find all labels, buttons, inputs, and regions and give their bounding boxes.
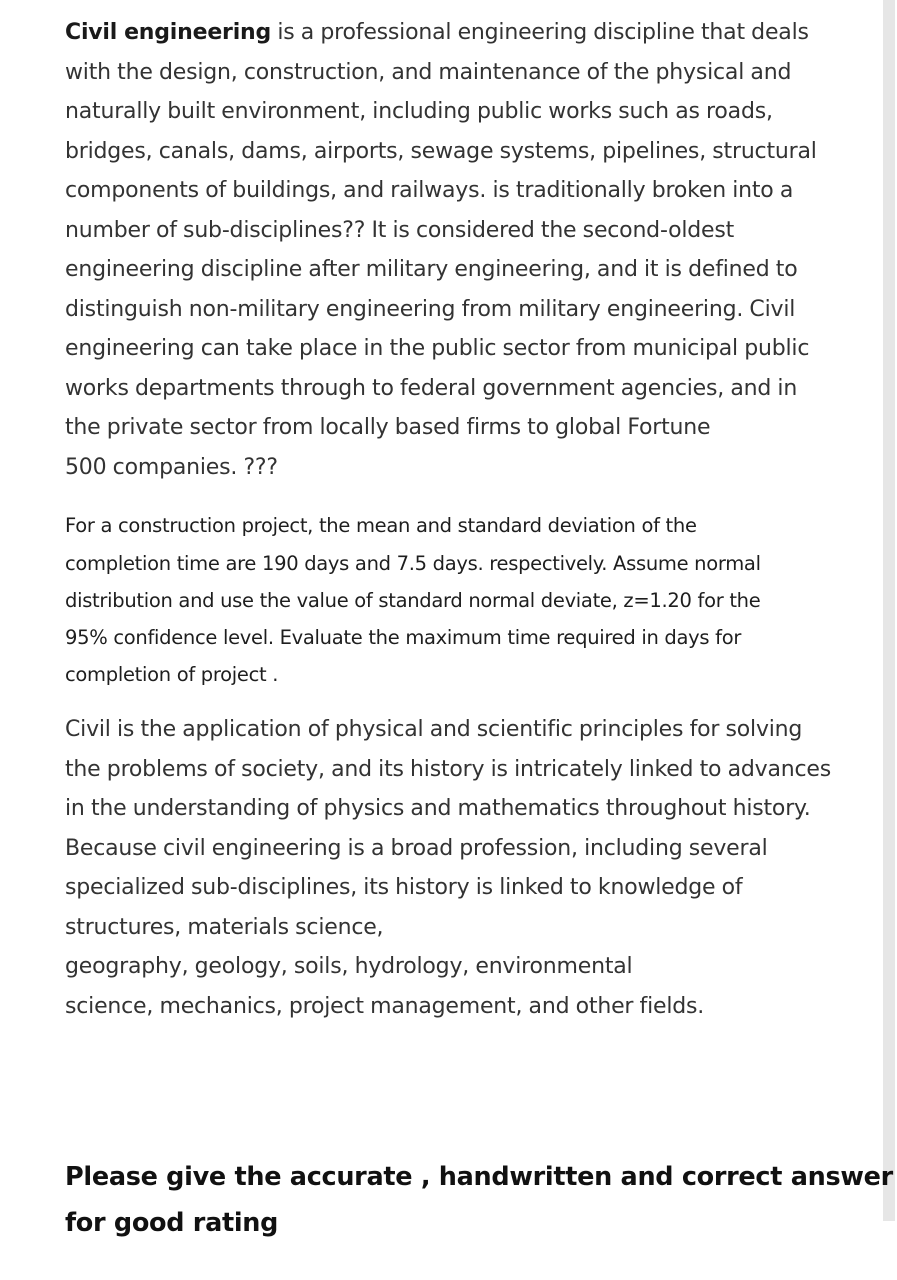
history-line-3: in the understanding of physics and mathematics throughout history. [65,796,811,821]
history-line-5: specialized sub-disciplines, its history is linked to knowledge of [65,875,743,900]
question-line-2: completion time are 190 days and 7.5 days. respectively. Assume normal [65,552,761,575]
intro-line-10: works departments through to federal government agencies, and in [65,376,798,401]
history-line-4: Because civil engineering is a broad profession, including several [65,836,768,861]
request-line-1: Please give the accurate , handwritten and correct answer [65,1162,893,1192]
question-line-3: distribution and use the value of standard normal deviate, z=1.20 for the [65,589,761,612]
scrollbar[interactable] [883,0,895,1221]
intro-line-12: 500 companies. ??? [65,455,278,480]
intro-line-7: engineering discipline after military engineering, and it is defined to [65,257,798,282]
intro-line-2: with the design, construction, and maintenance of the physical and [65,60,792,85]
question-line-5: completion of project . [65,663,279,686]
intro-line-4: bridges, canals, dams, airports, sewage systems, pipelines, structural [65,139,817,164]
question-line-4: 95% confidence level. Evaluate the maximum time required in days for [65,626,742,649]
intro-line-8: distinguish non-military engineering from military engineering. Civil [65,297,796,322]
intro-line-6: number of sub-disciplines?? It is considered the second-oldest [65,218,735,243]
intro-line-5: components of buildings, and railways. is traditionally broken into a [65,178,794,203]
intro-line-3: naturally built environment, including public works such as roads, [65,99,773,124]
history-line-2: the problems of society, and its history is intricately linked to advances [65,757,831,782]
civil-engineering-term: Civil engineering [65,20,272,45]
history-line-6: structures, materials science, [65,915,384,940]
history-line-8: science, mechanics, project management, and other fields. [65,994,705,1019]
intro-line-11: the private sector from locally based firms to global Fortune [65,415,711,440]
question-line-1: For a construction project, the mean and standard deviation of the [65,514,697,537]
intro-line-9: engineering can take place in the public sector from municipal public [65,336,810,361]
history-line-7: geography, geology, soils, hydrology, environmental [65,954,633,979]
history-line-1: Civil is the application of physical and scientific principles for solving [65,717,803,742]
intro-line-1: Civil engineering is a professional engineering discipline that deals [65,20,809,45]
request-line-2: for good rating [65,1208,279,1238]
